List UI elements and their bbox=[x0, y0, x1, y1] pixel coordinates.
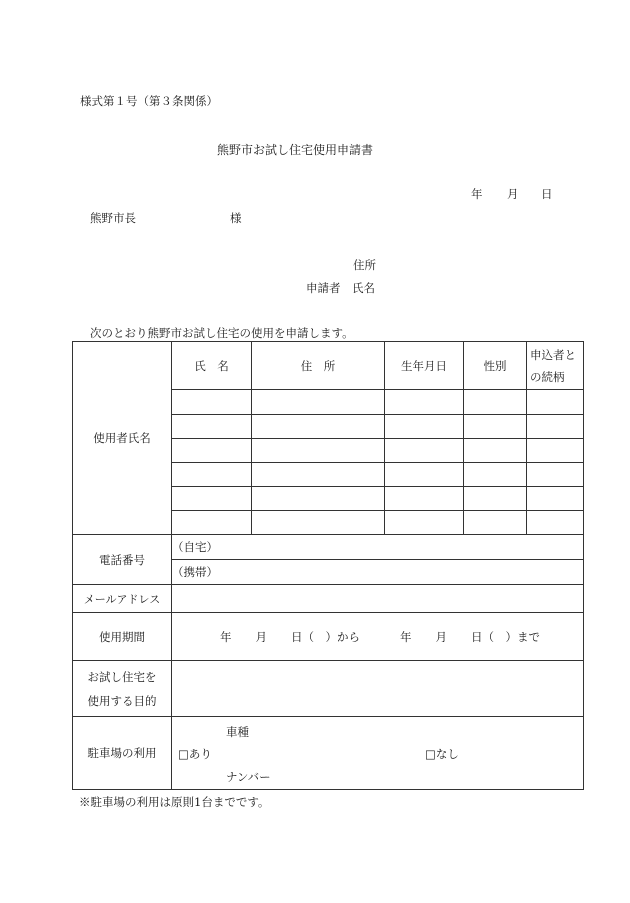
col-header-relation bbox=[527, 342, 584, 390]
addressee-name: 熊野市長 bbox=[90, 211, 136, 225]
user-name-cell[interactable] bbox=[172, 439, 252, 463]
page-title: 熊野市お試し住宅使用申請書 bbox=[217, 143, 374, 157]
parking-no-checkbox[interactable]: □なし bbox=[425, 747, 459, 761]
user-name-cell[interactable] bbox=[172, 390, 252, 415]
user-relation-cell[interactable] bbox=[527, 487, 584, 511]
user-address-cell[interactable] bbox=[252, 487, 385, 511]
col-header-gender: 性別 bbox=[464, 342, 527, 390]
user-gender-cell[interactable] bbox=[464, 439, 527, 463]
applicant-name-label: 氏名 bbox=[352, 281, 375, 295]
email-field[interactable] bbox=[172, 585, 584, 613]
user-birthdate-cell[interactable] bbox=[385, 439, 464, 463]
user-gender-cell[interactable] bbox=[464, 511, 527, 535]
purpose-line2: 使用する目的 bbox=[87, 693, 157, 708]
period-from-month: 月 bbox=[255, 629, 267, 644]
user-gender-cell[interactable] bbox=[464, 390, 527, 415]
col-header-birthdate: 生年月日 bbox=[385, 342, 464, 390]
col-header-name: 氏 名 bbox=[172, 342, 252, 390]
user-gender-cell[interactable] bbox=[464, 463, 527, 487]
user-relation-cell[interactable] bbox=[527, 511, 584, 535]
users-label: 使用者氏名 bbox=[73, 342, 172, 535]
user-birthdate-cell[interactable] bbox=[385, 511, 464, 535]
phone-mobile-field[interactable] bbox=[172, 560, 584, 585]
user-address-cell[interactable] bbox=[252, 439, 385, 463]
period-row bbox=[172, 629, 583, 645]
phone-home-field[interactable] bbox=[172, 535, 584, 560]
email-label: メールアドレス bbox=[73, 585, 172, 613]
period-to-day: 日（ ）まで bbox=[471, 629, 540, 644]
date-year: 年 bbox=[471, 187, 483, 201]
purpose-line1: お試し住宅を bbox=[87, 669, 157, 684]
addressee-honorific: 様 bbox=[230, 211, 242, 225]
user-birthdate-cell[interactable] bbox=[385, 415, 464, 439]
purpose-label bbox=[73, 661, 172, 717]
relation-line2: の続柄 bbox=[530, 369, 565, 384]
relation-line1: 申込者と bbox=[530, 347, 576, 362]
application-table bbox=[72, 341, 584, 790]
parking-note: ※駐車場の利用は原則1台までです。 bbox=[79, 795, 270, 809]
date-month: 月 bbox=[507, 187, 519, 201]
period-field[interactable] bbox=[172, 613, 584, 661]
phone-label: 電話番号 bbox=[73, 535, 172, 585]
phone-mobile-label: （携帯） bbox=[172, 565, 218, 579]
col-header-address: 住 所 bbox=[252, 342, 385, 390]
phone-home-label: （自宅） bbox=[172, 540, 218, 554]
user-birthdate-cell[interactable] bbox=[385, 390, 464, 415]
period-label: 使用期間 bbox=[73, 613, 172, 661]
user-name-cell[interactable] bbox=[172, 511, 252, 535]
user-address-cell[interactable] bbox=[252, 390, 385, 415]
period-from-year: 年 bbox=[220, 629, 232, 644]
intro-text: 次のとおり熊野市お試し住宅の使用を申請します。 bbox=[90, 326, 354, 340]
parking-label: 駐車場の利用 bbox=[73, 717, 172, 790]
user-relation-cell[interactable] bbox=[527, 439, 584, 463]
applicant-role-label: 申請者 bbox=[306, 281, 341, 295]
user-relation-cell[interactable] bbox=[527, 415, 584, 439]
purpose-field[interactable] bbox=[172, 661, 584, 717]
period-to-year: 年 bbox=[400, 629, 412, 644]
user-gender-cell[interactable] bbox=[464, 415, 527, 439]
user-name-cell[interactable] bbox=[172, 463, 252, 487]
parking-yes-checkbox[interactable]: □あり bbox=[178, 747, 212, 761]
user-name-cell[interactable] bbox=[172, 415, 252, 439]
parking-car-type-label: 車種 bbox=[226, 725, 249, 739]
date-day: 日 bbox=[541, 187, 553, 201]
user-relation-cell[interactable] bbox=[527, 463, 584, 487]
user-gender-cell[interactable] bbox=[464, 487, 527, 511]
user-address-cell[interactable] bbox=[252, 415, 385, 439]
user-address-cell[interactable] bbox=[252, 511, 385, 535]
user-birthdate-cell[interactable] bbox=[385, 463, 464, 487]
user-relation-cell[interactable] bbox=[527, 390, 584, 415]
user-birthdate-cell[interactable] bbox=[385, 487, 464, 511]
parking-field bbox=[172, 717, 584, 790]
parking-number-label: ナンバー bbox=[226, 770, 271, 784]
user-address-cell[interactable] bbox=[252, 463, 385, 487]
user-name-cell[interactable] bbox=[172, 487, 252, 511]
period-to-month: 月 bbox=[435, 629, 447, 644]
period-from-day: 日（ ）から bbox=[291, 629, 360, 644]
form-number: 様式第１号（第３条関係） bbox=[80, 94, 218, 108]
applicant-address-label: 住所 bbox=[353, 258, 376, 272]
